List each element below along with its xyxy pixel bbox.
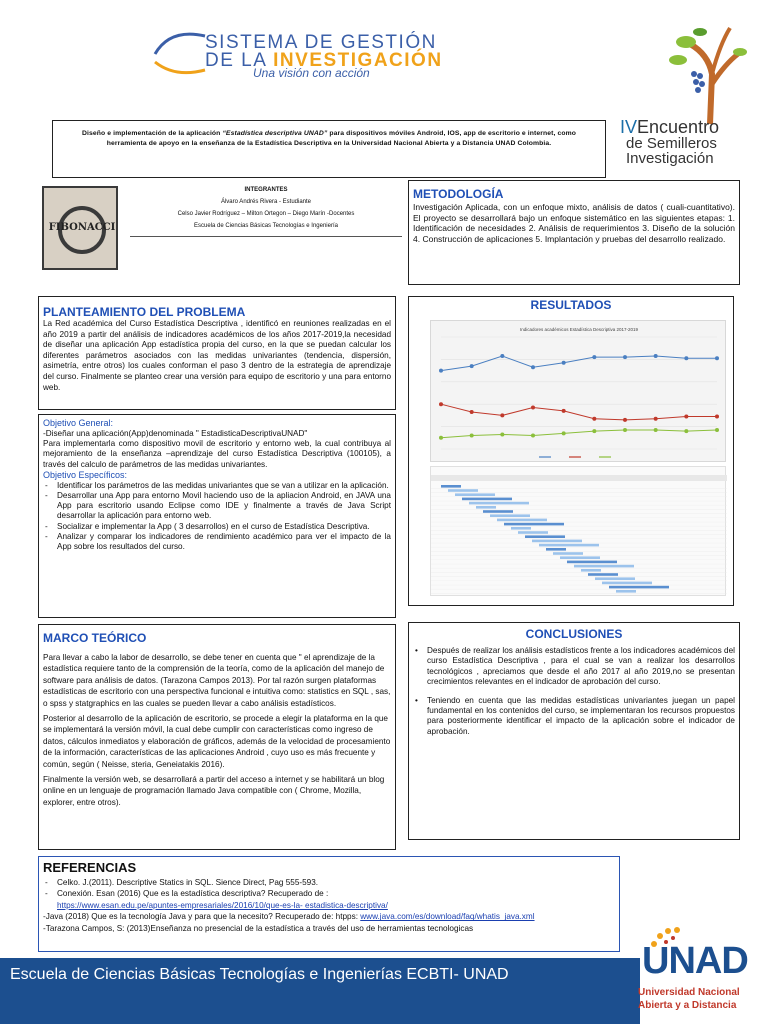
conclusiones-list (413, 646, 735, 737)
data-point (531, 365, 535, 369)
data-point (500, 354, 504, 358)
data-point (531, 434, 535, 438)
referencias-heading: REFERENCIAS (43, 860, 137, 875)
list-item: • Teniendo en cuenta que las medidas estadísticas univariantes juegan un papel fundamental en los contenidos del curso, se implementaran los recursos propuestos para posteriormente identificar el impacto de la aplicación sobre el indicador de aprobación. (413, 696, 735, 738)
tree-logo (650, 14, 750, 126)
data-point (654, 354, 658, 358)
project-title-box (52, 120, 606, 178)
integrantes-underline (130, 236, 402, 237)
data-point (623, 428, 627, 432)
objetivo-general-line1: -Diseñar una aplicación(App)denominada " EstadisticaDescriptivaUNAD" (43, 429, 308, 438)
unad-sub1: Universidad Nacional (638, 987, 740, 998)
gantt-bar (455, 493, 495, 496)
conclusiones-heading: CONCLUSIONES (525, 627, 623, 641)
data-point (500, 413, 504, 417)
objetivo-general-heading: Objetivo General: (43, 418, 114, 428)
reference-java: -Java (2018) Que es la tecnología Java y para que la necesito? Recuperado de: htpps: www.java.com/es/download/faq/whatis_java.xml (43, 912, 535, 922)
gantt-bar (588, 573, 618, 576)
objetivo-especificos-list (43, 481, 391, 552)
planteamiento-body: La Red académica del Curso Estadística Descriptiva , identificó en reuniones realizadas en el año 2019 a partir del análisis de indicadores académicos de los años 2017-2019,la necesidad de diseñar una aplicación App estadística propia del curso, en la que se puedan calcular los diferentes parámetros asociados con las medidas univariantes (tendencia, dispersión, asimetría, entre otros) los cuales conforman el paso 3 dentro de la estrategia de aprendizaje del curso. Finalmente se planteo crear una versión para equipo de escritorio y una para entorno web. (43, 319, 391, 392)
line-chart (430, 320, 726, 462)
gantt-bar (462, 498, 512, 501)
gantt-bar (567, 561, 617, 564)
encuentro-title: IVEncuentro de Semilleros Investigación (620, 117, 720, 167)
gantt-bar (483, 510, 513, 513)
gantt-bar (616, 590, 636, 593)
data-point (654, 417, 658, 421)
referencias-box (38, 856, 620, 952)
marco-heading: MARCO TEÓRICO (43, 631, 147, 645)
integrantes-school: Escuela de Ciencias Básicas Tecnologías e Ingeniería (194, 223, 338, 229)
data-point (439, 402, 443, 406)
data-point (592, 355, 596, 359)
marco-p3: Finalmente la versión web, se desarrollará a partir del acceso a internet y se habilitará un blog online en un lenguaje de programación llamado Java compatible con ( Chrome, Mozilla, explorer, entre otros). (43, 775, 385, 807)
header-line1: SISTEMA DE GESTIÓN (205, 32, 437, 53)
gantt-bar (574, 565, 634, 568)
data-point (623, 355, 627, 359)
gantt-bar (602, 582, 652, 585)
metodologia-body: Investigación Aplicada, con un enfoque mixto, análisis de datos ( cuali-cuantitativo). El proyecto se desarrollará bajo un enfoque sistemático en las siguientes etapas: 1. Identificación de necesidades 2. Análisis de requerimientos 3. Diseño de la solución 4. Construcción de aplicaciones 5. Implantación y pruebas del desarrollo realizado. (413, 202, 735, 244)
gantt-chart (430, 466, 726, 596)
planteamiento-box (38, 296, 396, 410)
objetivo-especificos-heading: Objetivo Específicos: (43, 469, 128, 480)
gantt-bar (441, 485, 461, 488)
gantt-bar (546, 548, 566, 551)
unad-sub2: Abierta y a Distancia (638, 1000, 737, 1011)
chart-title: Indicadores académicos Estadística Descriptiva 2017-2019 (519, 327, 639, 332)
list-item: • Después de realizar los análisis estadísticos frente a los indicadores académicos del curso Estadística Descriptiva , para el cual se van a realizar los desarrollos tecnológicos , apreciamos que desde el año 2017 al año 2019,no se presentan crecimientos relevantes en el indicador de aprobación del curso. (413, 646, 735, 688)
data-point (562, 361, 566, 365)
gantt-bar (490, 514, 530, 517)
list-item: - Analizar y comparar los indicadores de rendimiento académico para ver el impacto de la App sobre los resultados del curso. (43, 532, 391, 552)
data-point (654, 428, 658, 432)
data-point (684, 415, 688, 419)
data-point (439, 436, 443, 440)
gantt-bar (448, 489, 478, 492)
marco-p2: Posterior al desarrollo de la aplicación de escritorio, se procede a elegir la plataforma en la que se implementará la versión móvil, la cual debe cumplir con características como ingreso de datos, cálculos inmediatos y elaboración de gráficos, además de la velocidad de procesamiento de la información, características de las aplicaciones Android , cuyo uso es más frecuente y común, según ( Neisse, steria, Geneiatakis 2016). (43, 714, 391, 769)
gantt-svg (431, 467, 727, 597)
data-point (623, 418, 627, 422)
data-point (715, 428, 719, 432)
data-point (715, 356, 719, 360)
header-tagline: Una visión con acción (253, 66, 370, 80)
data-point (439, 369, 443, 373)
project-title: Diseño e implementación de la aplicación “Estadística descriptiva UNAD” para dispositivos móviles Android, IOS, app de escritorio e internet, como herramienta de apoyo en la enseñanza de la Estadística Descriptiva en la Universidad Nacional Abierta y a Distancia UNAD Colombia. (81, 130, 577, 147)
referencias-list (43, 877, 615, 911)
data-point (562, 409, 566, 413)
objetivo-general-line2: Para implementarla como dispositivo movil de escritorio y entorno web, la cual contribuya al mejoramiento de la enseñanza –aprendizaje del curso Estadística Descriptiva (100105), a través del calculo de parámetros de las medidas univariantes. (43, 439, 391, 469)
gantt-bar (518, 531, 548, 534)
reference-tarazona: -Tarazona Campos, S: (2013)Enseñanza no presencial de la estadística a través del uso de herramientas tecnologicas (43, 923, 474, 933)
list-item: - Identificar los parámetros de las medidas univariantes que se van a utilizar en la aplicación. (43, 481, 391, 491)
marco-p1: Para llevar a cabo la labor de desarrollo, se debe tener en cuenta que " el aprendizaje de la estadística requiere tanto de la comprensión de la teoría, como de la aplicación del manejo de software para análisis de datos. (Tarazona Campos 2013). Por tal razón surgen plataformas estadísticas de escritorio con una perspectiva funcional e intuitiva como: statistics en SQL , sas, o spss y statgraphics en las cuales se pueden llevar a cabo análisis estadísticos. (43, 653, 391, 708)
list-item: - Conexión. Esan (2016) Que es la estadística descriptiva? Recuperado de : https://www.esan.edu.pe/apuntes-empresariales/2016/10/que-es-la- estadistica-descriptiva/ (43, 888, 615, 911)
gantt-bar (525, 535, 565, 538)
data-point (592, 429, 596, 433)
gantt-bar (511, 527, 531, 530)
gantt-header (431, 475, 727, 481)
data-point (592, 417, 596, 421)
data-point (715, 415, 719, 419)
gantt-bar (476, 506, 496, 509)
line-chart-svg (431, 321, 727, 463)
resultados-heading: RESULTADOS (530, 298, 612, 312)
gantt-bar (553, 552, 583, 555)
conclusiones-box (408, 622, 740, 840)
gantt-bar (539, 544, 599, 547)
reference-link-esan[interactable]: https://www.esan.edu.pe/apuntes-empresariales/2016/10/que-es-la- estadistica-descriptiva/ (57, 900, 388, 910)
fibonacci-logo: FIBONACCI (42, 186, 118, 270)
unad-wordmark: UNAD (642, 940, 748, 982)
integrantes-heading: INTEGRANTES (244, 187, 288, 193)
gantt-bar (560, 556, 600, 559)
data-point (470, 434, 474, 438)
series-line-2 (441, 430, 717, 438)
gantt-bar (469, 502, 529, 505)
unad-logo (636, 922, 764, 1022)
reference-link-java[interactable]: www.java.com/es/download/faq/whatis_java.xml (360, 912, 535, 922)
gantt-bar (581, 569, 601, 572)
data-point (470, 364, 474, 368)
gantt-bar (595, 577, 635, 580)
data-point (500, 432, 504, 436)
footer-banner (0, 958, 640, 1024)
data-point (562, 431, 566, 435)
objetivos-box (38, 414, 396, 618)
planteamiento-heading: PLANTEAMIENTO DEL PROBLEMA (43, 305, 246, 319)
metodologia-box (408, 180, 740, 285)
marco-teorico-box (38, 624, 396, 850)
gantt-bar (504, 523, 564, 526)
list-item: - Celko. J.(2011). Descriptive Statics in SQL. Sience Direct, Pag 555-593. (43, 877, 615, 888)
data-point (684, 429, 688, 433)
gantt-bar (532, 540, 582, 543)
list-item: - Desarrollar una App para entorno Movil haciendo uso de la apliacion Android, en JAVA una App para escritorio usando Eclipse como IDE y finalmente a través de Java Script desarrollar la aplicación para entorno web. (43, 491, 391, 522)
data-point (470, 410, 474, 414)
integrantes-student: Álvaro Andrés Rivera - Estudiante (220, 199, 312, 205)
integrantes-block (130, 184, 402, 234)
gantt-bar (497, 519, 547, 522)
header-line2: DE LA INVESTIGACIÓN (205, 50, 443, 71)
integrantes-teachers: Celso Javier Rodríguez – Milton Ortegon – Diego Marín -Docentes (177, 211, 355, 217)
data-point (531, 406, 535, 410)
footer-text: Escuela de Ciencias Básicas Tecnologías e Ingenierías ECBTI- UNAD (10, 966, 509, 983)
list-item: - Socializar e implementar la App ( 3 desarrollos) en el curso de Estadística Descriptiva. (43, 522, 391, 532)
metodologia-heading: METODOLOGÍA (413, 187, 504, 201)
wave-graphic (150, 18, 210, 90)
gantt-bar (609, 586, 669, 589)
series-line-1 (441, 404, 717, 420)
series-line-0 (441, 356, 717, 371)
data-point (684, 356, 688, 360)
